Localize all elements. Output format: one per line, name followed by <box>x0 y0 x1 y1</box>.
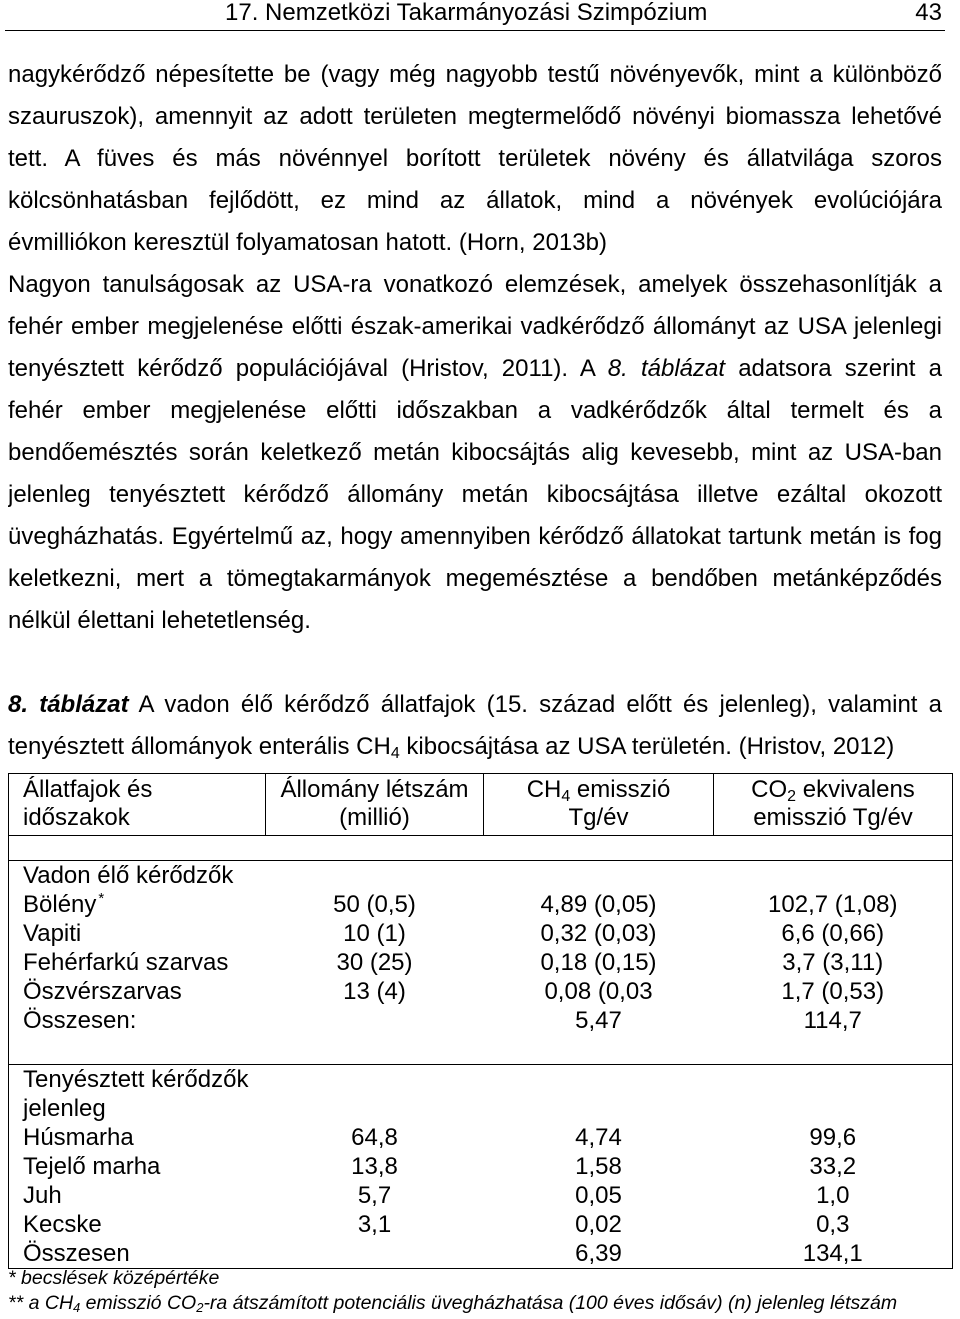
table-total-row <box>9 1006 953 1035</box>
population-cell: 13 (4) <box>343 978 406 1005</box>
co2-equivalent-cell: 102,7 (1,08) <box>768 891 898 918</box>
population-cell: 13,8 <box>351 1152 398 1180</box>
empty-cell <box>9 1035 266 1064</box>
co2-equivalent-cell: 1,7 (0,53) <box>781 978 885 1005</box>
animal-name-cell: Juh <box>23 1181 62 1209</box>
ch4-emission-cell: 0,32 (0,03) <box>540 920 657 947</box>
empty-cell <box>484 1064 714 1123</box>
table-row <box>9 919 953 948</box>
header-cell-species <box>9 774 266 836</box>
animal-name-cell: Kecske <box>23 1210 102 1238</box>
footnote-text: ** a CH <box>8 1292 74 1314</box>
section-title-line: Tenyésztett kérődzők <box>23 1065 249 1093</box>
table-row <box>9 1123 953 1152</box>
text-line: Nagyon tanulságosak az USA-ra vonatkozó elemzések, amelyek összehasonlítják a <box>8 271 942 298</box>
population-cell: 64,8 <box>351 1123 398 1151</box>
empty-cell <box>266 1035 484 1064</box>
empty-cell <box>266 861 484 891</box>
population-cell: 30 (25) <box>336 949 413 976</box>
animal-name: Bölény <box>23 891 97 918</box>
table-row <box>9 890 953 919</box>
co2-equivalent-cell: 1,0 <box>816 1181 850 1209</box>
table-section-title: Vadon élő kérődzők <box>23 862 234 889</box>
co2-equivalent-cell: 33,2 <box>809 1152 857 1180</box>
population-cell: 50 (0,5) <box>333 891 416 918</box>
footnote-text: -ra átszámított potenciális üvegházhatása (100 éves idősáv) (n) jelenleg létszám <box>203 1292 898 1314</box>
header-text: Állatfajok és <box>23 776 153 803</box>
text-line: nagykérődző népesítette be (vagy még nagyobb testű növényevők, mint a különböző <box>8 61 942 88</box>
caption-text: tenyésztett állományok enterális CH <box>8 733 391 760</box>
text-line: bendőemésztés során keletkező metán kibocsájtás alig kevesebb, mint az USA-ban <box>8 439 942 466</box>
table-row <box>9 1152 953 1181</box>
header-text: Tg/év <box>568 804 629 831</box>
text-line: keletkezni, mert a tömegtakarmányok megemésztése a bendőben metánképződés <box>8 565 942 592</box>
co2-equivalent-cell: 0,3 <box>816 1210 850 1238</box>
ch4-emission-cell: 0,02 <box>575 1210 622 1238</box>
text-line: kölcsönhatásban fejlődött, ez mind az állatok, mind a növények evolúciójára <box>8 187 942 214</box>
population-cell: 5,7 <box>357 1181 392 1209</box>
table-row <box>9 948 953 977</box>
empty-cell <box>714 1064 953 1123</box>
empty-cell <box>266 1239 484 1269</box>
subscript: 4 <box>390 745 400 762</box>
co2-equivalent-cell: 3,7 (3,11) <box>782 949 884 976</box>
table-section-row <box>9 1064 953 1123</box>
caption-label: 8. táblázat <box>8 691 129 718</box>
ch4-emission-cell: 4,89 (0,05) <box>540 891 657 918</box>
animal-name-cell: Tejelő marha <box>23 1152 161 1180</box>
population-cell: 3,1 <box>357 1210 392 1238</box>
subscript: 2 <box>787 788 797 805</box>
caption-line <box>8 726 942 768</box>
total-label-cell: Összesen <box>23 1239 130 1267</box>
total-label-cell: Összesen: <box>23 1007 137 1034</box>
table-total-row <box>9 1239 953 1269</box>
header-cell-ch4 <box>484 774 714 836</box>
text-line: üvegházhatás. Egyértelmű az, hogy amennyiben kérődző állatokat tartunk metán is fog <box>8 523 942 550</box>
ch4-emission-cell: 1,58 <box>575 1152 622 1180</box>
table-footnotes <box>8 1266 952 1316</box>
empty-cell <box>9 836 266 861</box>
empty-cell <box>714 861 953 891</box>
text-line: jelenleg tenyésztett kérődző állomány metán kibocsájtása illetve ezáltal okozott <box>8 481 942 508</box>
header-title: 17. Nemzetközi Takarmányozási Szimpózium <box>225 0 708 26</box>
table-section-row <box>9 861 953 891</box>
empty-cell <box>484 1035 714 1064</box>
header-text: (millió) <box>339 804 410 831</box>
ch4-emission-cell: 4,74 <box>575 1123 622 1151</box>
header-cell-population <box>266 774 484 836</box>
animal-name-cell: Fehérfarkú szarvas <box>23 949 229 976</box>
header-text-segment: CH <box>526 776 562 803</box>
empty-cell <box>484 836 714 861</box>
caption-line <box>8 684 942 726</box>
text-line: évmilliókon keresztül folyamatosan hatott. (Horn, 2013b) <box>8 229 607 256</box>
ch4-emission-cell: 5,47 <box>575 1007 622 1034</box>
co2-equivalent-cell: 6,6 (0,66) <box>781 920 885 947</box>
co2-equivalent-cell: 114,7 <box>803 1007 862 1034</box>
table-header-row <box>9 774 953 836</box>
section-title-line: jelenleg <box>23 1094 106 1122</box>
text-segment: adatsora szerint a <box>725 355 942 382</box>
caption-text: A vadon élő kérődző állatfajok (15. század előtt és jelenleg), valamint a <box>128 691 942 718</box>
empty-cell <box>266 1064 484 1123</box>
header-text: időszakok <box>23 804 130 831</box>
population-cell: 10 (1) <box>343 920 406 947</box>
page-number: 43 <box>915 0 942 26</box>
footnote: * becslések középértéke <box>8 1267 220 1289</box>
header-rule <box>5 30 945 31</box>
text-line: fehér ember megjelenése előtti észak-amerikai vadkérődző állományt az USA jelenlegi <box>8 313 942 340</box>
text-line: fehér ember megjelenése előtti időszakban a vadkérődzők által termelt és a <box>8 397 942 424</box>
table-row <box>9 1210 953 1239</box>
subscript: 4 <box>73 1300 81 1315</box>
empty-cell <box>266 1006 484 1035</box>
header-text-segment: CO <box>751 776 788 803</box>
text-line: nélkül élettani lehetetlenség. <box>8 607 311 634</box>
footnote-text: emisszió CO <box>80 1292 197 1314</box>
text-line: szauruszok), amennyit az adott területen megtermelődő növényi biomassza lehetővé <box>8 103 942 130</box>
text-line <box>8 348 942 390</box>
footnote <box>8 1291 952 1316</box>
caption-text: kibocsájtása az USA területén. (Hristov, 2012) <box>399 733 895 760</box>
empty-cell <box>714 836 953 861</box>
subscript: 4 <box>561 788 571 805</box>
table-section-title <box>9 1064 266 1123</box>
subscript: 2 <box>196 1300 204 1315</box>
table-caption <box>8 684 942 768</box>
ch4-emission-cell: 0,05 <box>575 1181 622 1209</box>
running-header <box>0 0 942 26</box>
header-text <box>484 776 713 804</box>
header-text <box>714 776 952 804</box>
ch4-emission-cell: 0,18 (0,15) <box>540 949 657 976</box>
header-text: emisszió Tg/év <box>753 804 913 831</box>
header-cell-co2-equivalent <box>714 774 953 836</box>
text-line: tett. A füves és más növénnyel borított területek növény és állatvilága szoros <box>8 145 942 172</box>
empty-row <box>9 1035 953 1064</box>
empty-cell <box>484 861 714 891</box>
animal-name-cell <box>9 890 266 919</box>
footnote-mark: * <box>98 890 105 907</box>
animal-name-cell: Húsmarha <box>23 1123 134 1151</box>
empty-row <box>9 836 953 861</box>
body-text <box>8 54 942 642</box>
co2-equivalent-cell: 134,1 <box>802 1239 863 1267</box>
header-text-segment: ekvivalens <box>796 776 915 803</box>
table-row <box>9 977 953 1006</box>
ch4-emission-cell: 0,08 (0,03 <box>544 978 653 1005</box>
header-text: Állomány létszám <box>280 776 469 803</box>
table-reference: 8. táblázat <box>607 355 726 382</box>
co2-equivalent-cell: 99,6 <box>809 1123 857 1151</box>
ch4-emission-cell: 6,39 <box>575 1239 622 1267</box>
table-row <box>9 1181 953 1210</box>
emissions-table <box>8 773 953 1269</box>
text-segment: tenyésztett kérődző populációjával (Hristov, 2011). A <box>8 355 608 382</box>
empty-cell <box>266 836 484 861</box>
empty-cell <box>714 1035 953 1064</box>
header-text-segment: emisszió <box>570 776 671 803</box>
animal-name-cell: Vapiti <box>23 920 82 947</box>
animal-name-cell: Öszvérszarvas <box>23 978 182 1005</box>
